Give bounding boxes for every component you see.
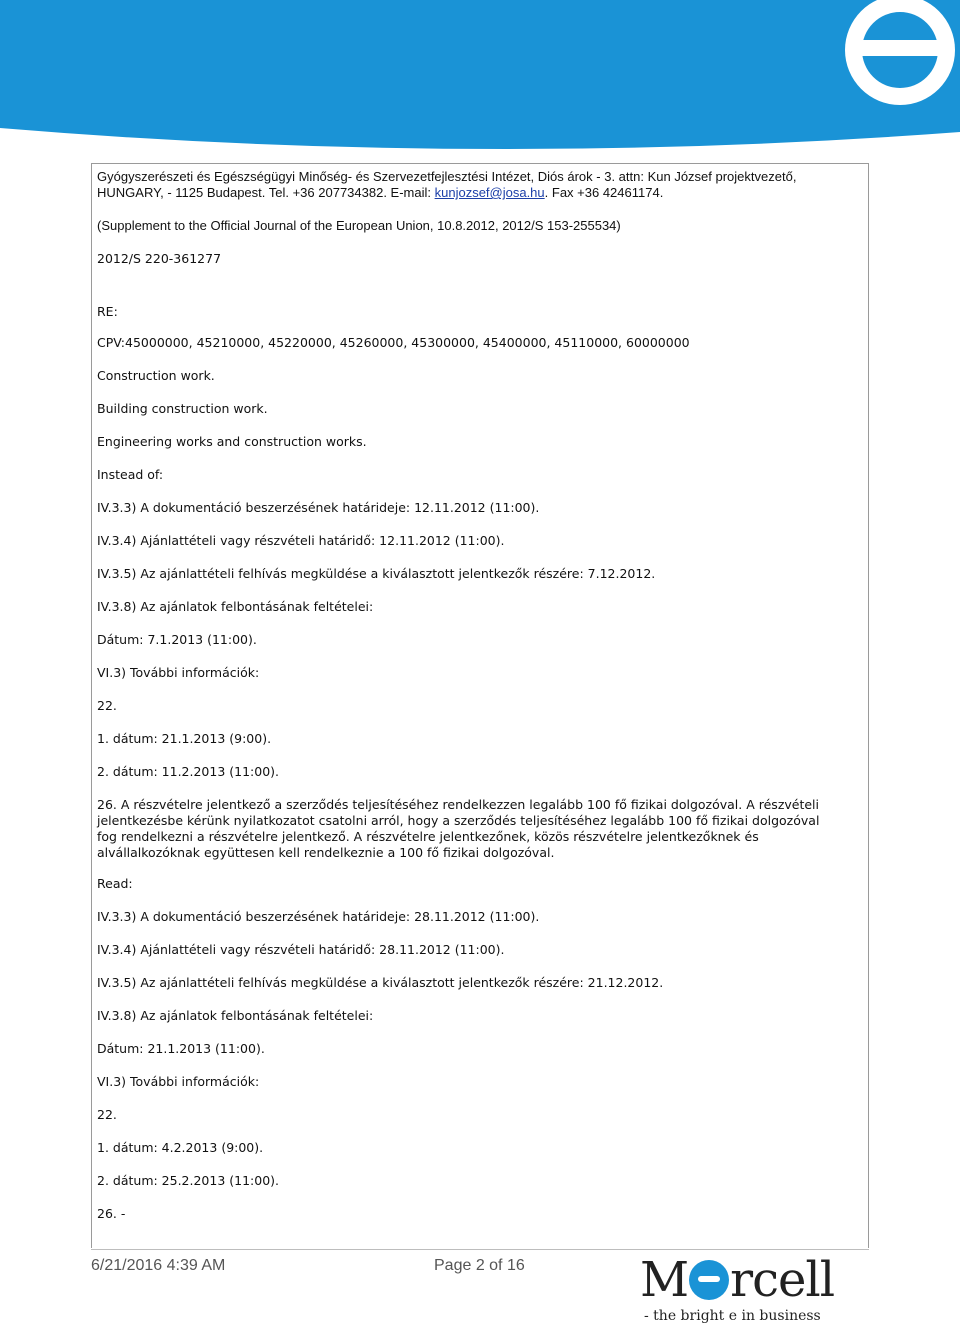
new-item-26: 26. - — [97, 1206, 126, 1221]
new-iv-3-8: IV.3.8) Az ajánlatok felbontásának feltételei: — [97, 1008, 374, 1023]
email-link[interactable]: kunjozsef@josa.hu — [434, 185, 545, 200]
top-banner — [0, 0, 960, 150]
new-date-2: 2. dátum: 25.2.2013 (11:00). — [97, 1173, 280, 1188]
cpv-codes: CPV:45000000, 45210000, 45220000, 45260000, 45300000, 45400000, 45110000, 60000000 — [97, 335, 690, 350]
new-iv-3-4: IV.3.4) Ajánlattételi vagy részvételi határidő: 28.11.2012 (11:00). — [97, 942, 505, 957]
logo-letters-rcell: rcell — [730, 1252, 835, 1308]
contact-line-1: Gyógyszerészeti és Egészségügyi Minőség- és Szervezetfejlesztési Intézet, Diós árok - 3. attn: Kun József projektvezető, — [97, 169, 797, 184]
read-label: Read: — [97, 876, 133, 891]
new-date-1: 1. dátum: 4.2.2013 (9:00). — [97, 1140, 264, 1155]
old-iv-3-4: IV.3.4) Ajánlattételi vagy részvételi határidő: 12.11.2012 (11:00). — [97, 533, 505, 548]
contact-line-2 — [97, 185, 663, 201]
old-opening-date: Dátum: 7.1.2013 (11:00). — [97, 632, 257, 647]
e-logo-icon — [689, 1260, 729, 1300]
old-item-22: 22. — [97, 698, 117, 713]
new-vi-3: VI.3) További információk: — [97, 1074, 260, 1089]
footer-page-number: Page 2 of 16 — [434, 1257, 525, 1274]
notice-reference: 2012/S 220-361277 — [97, 251, 222, 266]
old-item-26: 26. A részvételre jelentkező a szerződés teljesítéséhez rendelkezzen legalább 100 fő fizikai dolgozóval. A részvételi jelentkezésbe kérünk nyilatkozatot csatolni arról, hogy a szerződés teljesítéséhez legalább 100 fő fizikai dolgozóval fog rendelkezni a részvételre jelentkező. A részvételre jelentkezőnek, közös részvételre jelentkezőknek és alvállalkozóknak együttesen kell rendelkeznie a 100 fő fizikai dolgozóval. — [97, 797, 820, 860]
old-iv-3-3: IV.3.3) A dokumentáció beszerzésének határideje: 12.11.2012 (11:00). — [97, 500, 540, 515]
new-item-22: 22. — [97, 1107, 117, 1122]
cpv-item-3: Engineering works and construction works. — [97, 434, 367, 449]
logo-tagline: - the bright e in business — [644, 1308, 821, 1324]
new-iv-3-3: IV.3.3) A dokumentáció beszerzésének határideje: 28.11.2012 (11:00). — [97, 909, 540, 924]
new-iv-3-5: IV.3.5) Az ajánlattételi felhívás megküldése a kiválasztott jelentkezők részére: 21.12.2012. — [97, 975, 664, 990]
supplement-reference: (Supplement to the Official Journal of the European Union, 10.8.2012, 2012/S 153-255534) — [97, 218, 621, 233]
old-date-1: 1. dátum: 21.1.2013 (9:00). — [97, 731, 272, 746]
contact-fax: . Fax +36 42461174. — [544, 185, 664, 200]
logo-letter-m: M — [640, 1252, 689, 1308]
old-iv-3-8: IV.3.8) Az ajánlatok felbontásának feltételei: — [97, 599, 374, 614]
old-iv-3-5: IV.3.5) Az ajánlattételi felhívás megküldése a kiválasztott jelentkezők részére: 7.12.2012. — [97, 566, 656, 581]
contact-address: HUNGARY, - 1125 Budapest. Tel. +36 207734382. E-mail: — [97, 185, 435, 200]
logo-wordmark — [640, 1250, 834, 1310]
re-label: RE: — [97, 304, 118, 319]
marcell-logo — [640, 1250, 870, 1328]
cpv-item-2: Building construction work. — [97, 401, 268, 416]
instead-of-label: Instead of: — [97, 467, 164, 482]
cpv-item-1: Construction work. — [97, 368, 215, 383]
old-vi-3: VI.3) További információk: — [97, 665, 260, 680]
old-date-2: 2. dátum: 11.2.2013 (11:00). — [97, 764, 280, 779]
banner-e-graphic — [0, 0, 960, 150]
footer-timestamp: 6/21/2016 4:39 AM — [91, 1257, 226, 1274]
new-opening-date: Dátum: 21.1.2013 (11:00). — [97, 1041, 265, 1056]
